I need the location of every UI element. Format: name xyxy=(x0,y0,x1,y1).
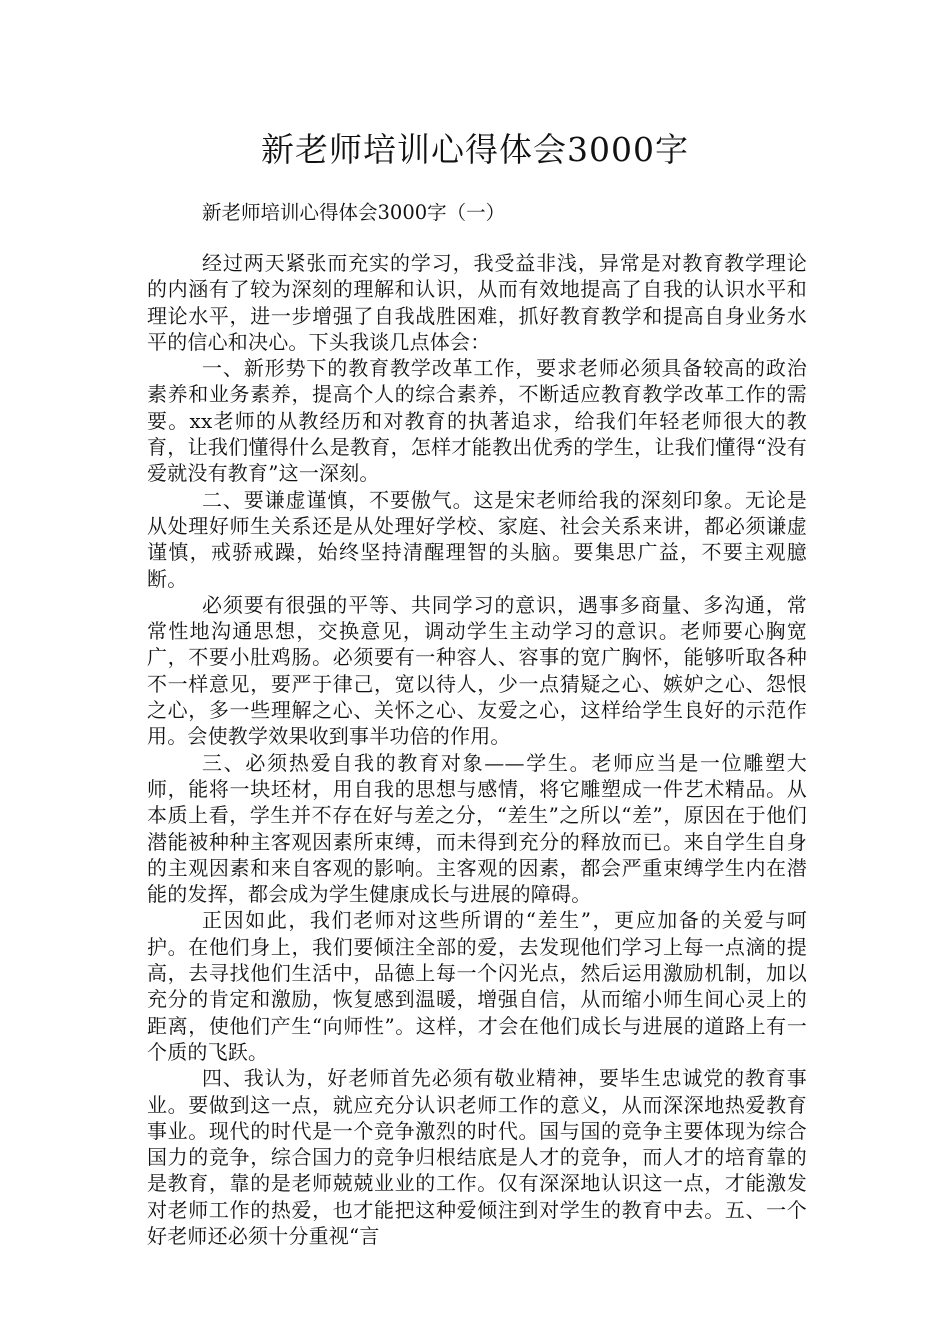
document-subtitle: 新老师培训心得体会3000字（一） xyxy=(202,201,506,224)
document-body xyxy=(147,250,807,1249)
paragraph-point-2-cont: 必须要有很强的平等、共同学习的意识，遇事多商量、多沟通，常常性地沟通思想，交换意见，调动学生主动学习的意识。老师要心胸宽广，不要小肚鸡肠。必须要有一种容人、容事的宽广胸怀，能够听取各种不一样意见，要严于律己，宽以待人，少一点猜疑之心、嫉妒之心、怨恨之心，多一些理解之心、关怀之心、友爱之心，这样给学生良好的示范作用。会使教学效果收到事半功倍的作用。 xyxy=(147,592,807,749)
paragraph-point-2: 二、要谦虚谨慎，不要傲气。这是宋老师给我的深刻印象。无论是从处理好师生关系还是从处理好学校、家庭、社会关系来讲，都必须谦虚谨慎，戒骄戒躁，始终坚持清醒理智的头脑。要集思广益，不要主观臆断。 xyxy=(147,487,807,591)
paragraph-point-1: 一、新形势下的教育教学改革工作，要求老师必须具备较高的政治素养和业务素养，提高个人的综合素养，不断适应教育教学改革工作的需要。xx老师的从教经历和对教育的执著追求，给我们年轻老师很大的教育，让我们懂得什么是教育，怎样才能教出优秀的学生，让我们懂得“没有爱就没有教育”这一深刻。 xyxy=(147,356,807,486)
document-title: 新老师培训心得体会3000字 xyxy=(261,130,689,169)
paragraph-point-3: 三、必须热爱自我的教育对象——学生。老师应当是一位雕塑大师，能将一块坯材，用自我的思想与感情，将它雕塑成一件艺术精品。从本质上看，学生并不存在好与差之分，“差生”之所以“差”，原因在于他们潜能被种种主客观因素所束缚，而未得到充分的释放而已。来自学生自身的主观因素和来自客观的影响。主客观的因素，都会严重束缚学生内在潜能的发挥，都会成为学生健康成长与进展的障碍。 xyxy=(147,750,807,907)
paragraph-point-4: 四、我认为，好老师首先必须有敬业精神，要毕生忠诚党的教育事业。要做到这一点，就应充分认识老师工作的意义，从而深深地热爱教育事业。现代的时代是一个竞争激烈的时代。国与国的竞争主要体现为综合国力的竞争，综合国力的竞争归根结底是人才的竞争，而人才的培育靠的是教育，靠的是老师兢兢业业的工作。仅有深深地认识这一点，才能激发对老师工作的热爱，也才能把这种爱倾注到对学生的教育中去。五、一个好老师还必须十分重视“言 xyxy=(147,1066,807,1248)
paragraph-point-3-cont: 正因如此，我们老师对这些所谓的“差生”，更应加备的关爱与呵护。在他们身上，我们要倾注全部的爱，去发现他们学习上每一点滴的提高，去寻找他们生活中，品德上每一个闪光点，然后运用激励机制，加以充分的肯定和激励，恢复感到温暖，增强自信，从而缩小师生间心灵上的距离，使他们产生“向师性”。这样，才会在他们成长与进展的道路上有一个质的飞跃。 xyxy=(147,908,807,1064)
paragraph-intro: 经过两天紧张而充实的学习，我受益非浅，异常是对教育教学理论的内涵有了较为深刻的理解和认识，从而有效地提高了自我的认识水平和理论水平，进一步增强了自我战胜困难，抓好教育教学和提高自身业务水平的信心和决心。下头我谈几点体会： xyxy=(147,251,807,354)
